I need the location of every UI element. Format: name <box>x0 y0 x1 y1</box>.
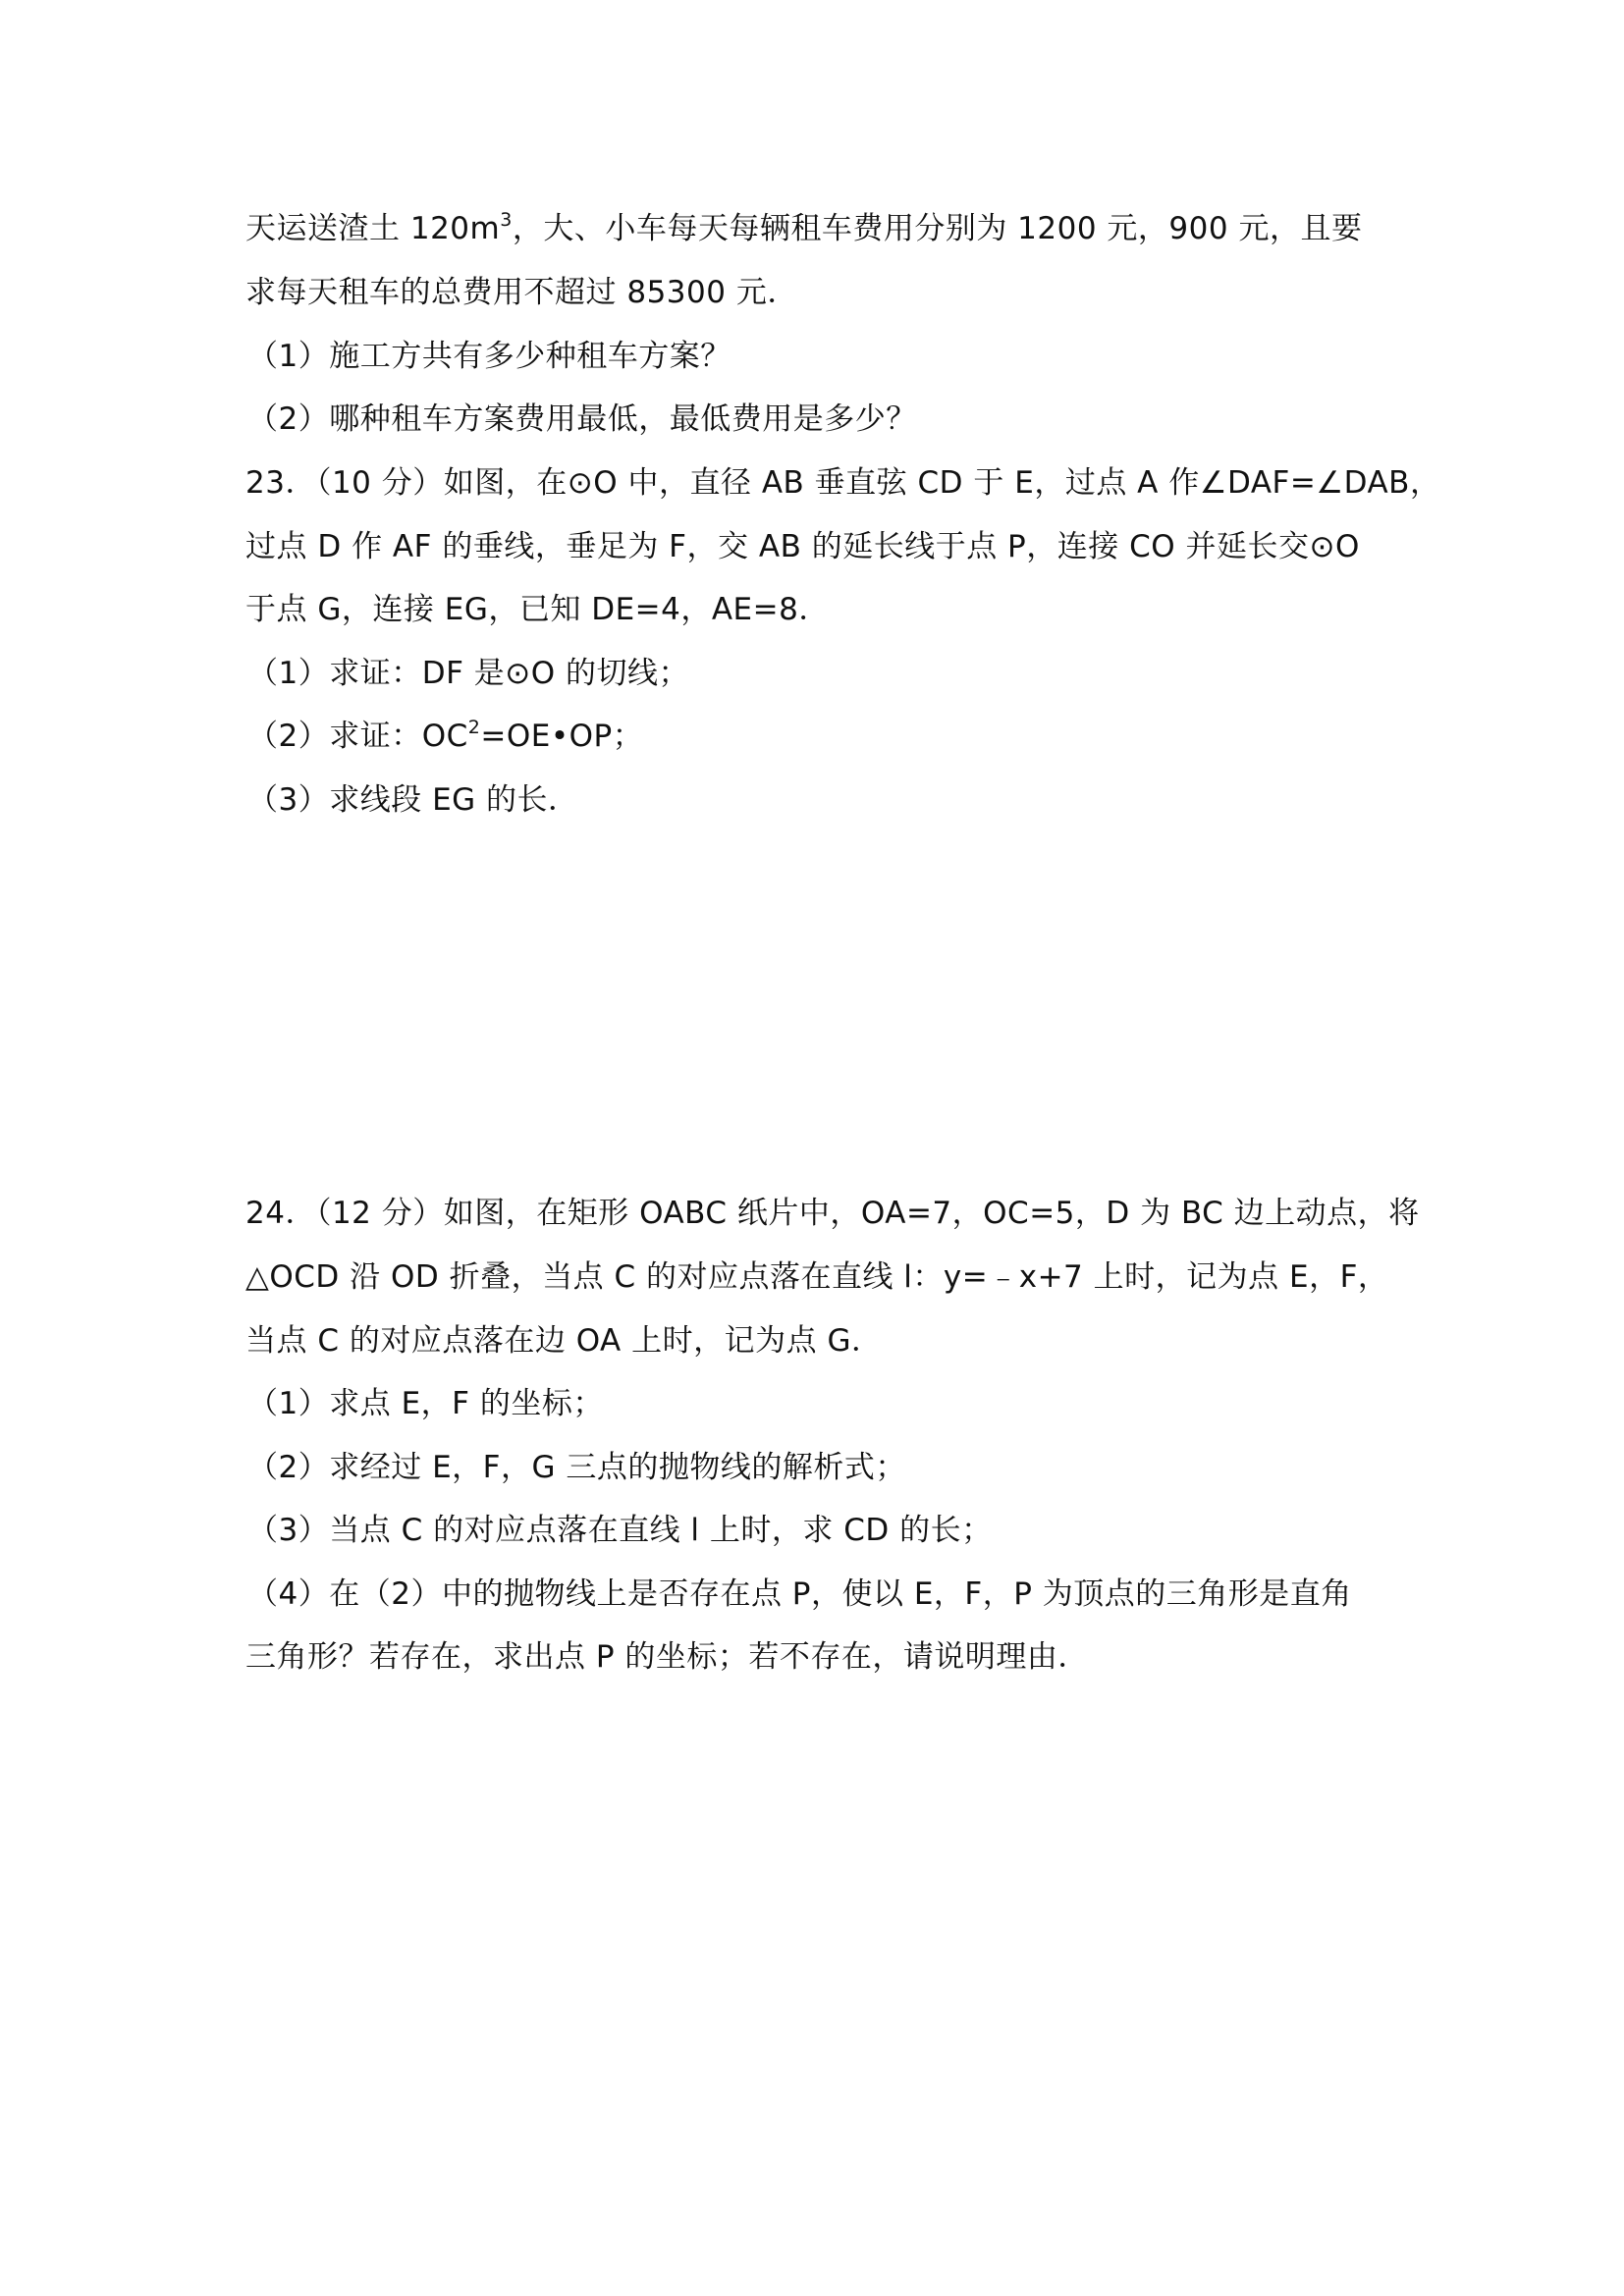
q24-part-4-line-1: （4）在（2）中的抛物线上是否存在点 P，使以 E，F，P 为顶点的三角形是直角 <box>247 1576 1352 1612</box>
q24-part-4-line-2: 三角形？若存在，求出点 P 的坐标；若不存在，请说明理由． <box>245 1639 1089 1675</box>
q23-part-2 <box>247 716 1396 757</box>
q24-part-1: （1）求点 E，F 的坐标； <box>247 1386 604 1421</box>
q24-text-line-2: △OCD 沿 OD 折叠，当点 C 的对应点落在直线 l：y=﹣x+7 上时，记为点 E，F， <box>245 1259 1389 1295</box>
q22-text-line-1 <box>245 208 1394 249</box>
q22-part-2: （2）哪种租车方案费用最低，最低费用是多少？ <box>247 401 917 437</box>
q24-text-line-1: 24．（12 分）如图，在矩形 OABC 纸片中，OA=7，OC=5，D 为 BC 边上动点，将 <box>245 1196 1420 1231</box>
q23-part2-pre: （2）求证：OC <box>247 719 468 754</box>
q22-line1-superscript: 3 <box>500 208 513 231</box>
q22-text-line-2: 求每天租车的总费用不超过 85300 元． <box>245 275 798 310</box>
q23-text-line-1: 23．（10 分）如图，在⊙O 中，直径 AB 垂直弦 CD 于 E，过点 A 作∠DAF=∠DAB， <box>245 465 1441 501</box>
q23-part-1: （1）求证：DF 是⊙O 的切线； <box>247 656 690 691</box>
q24-text-line-3: 当点 C 的对应点落在边 OA 上时，记为点 G． <box>245 1323 883 1359</box>
q24-part-2: （2）求经过 E，F，G 三点的抛物线的解析式； <box>247 1450 906 1485</box>
q22-line1-post: ，大、小车每天每辆租车费用分别为 1200 元，900 元，且要 <box>512 211 1363 246</box>
q24-part-3: （3）当点 C 的对应点落在直线 l 上时，求 CD 的长； <box>247 1513 993 1548</box>
q23-text-line-2: 过点 D 作 AF 的垂线，垂足为 F，交 AB 的延长线于点 P，连接 CO 并延长交⊙O <box>245 529 1360 564</box>
q23-part2-superscript: 2 <box>467 716 481 738</box>
q23-text-line-3: 于点 G，连接 EG，已知 DE=4，AE=8． <box>245 592 830 627</box>
q22-part-1: （1）施工方共有多少种租车方案？ <box>247 339 731 374</box>
q22-line1-pre: 天运送渣土 120m <box>245 211 501 246</box>
q23-part2-post: =OE•OP； <box>480 719 644 754</box>
q23-part-3: （3）求线段 EG 的长． <box>247 782 579 818</box>
